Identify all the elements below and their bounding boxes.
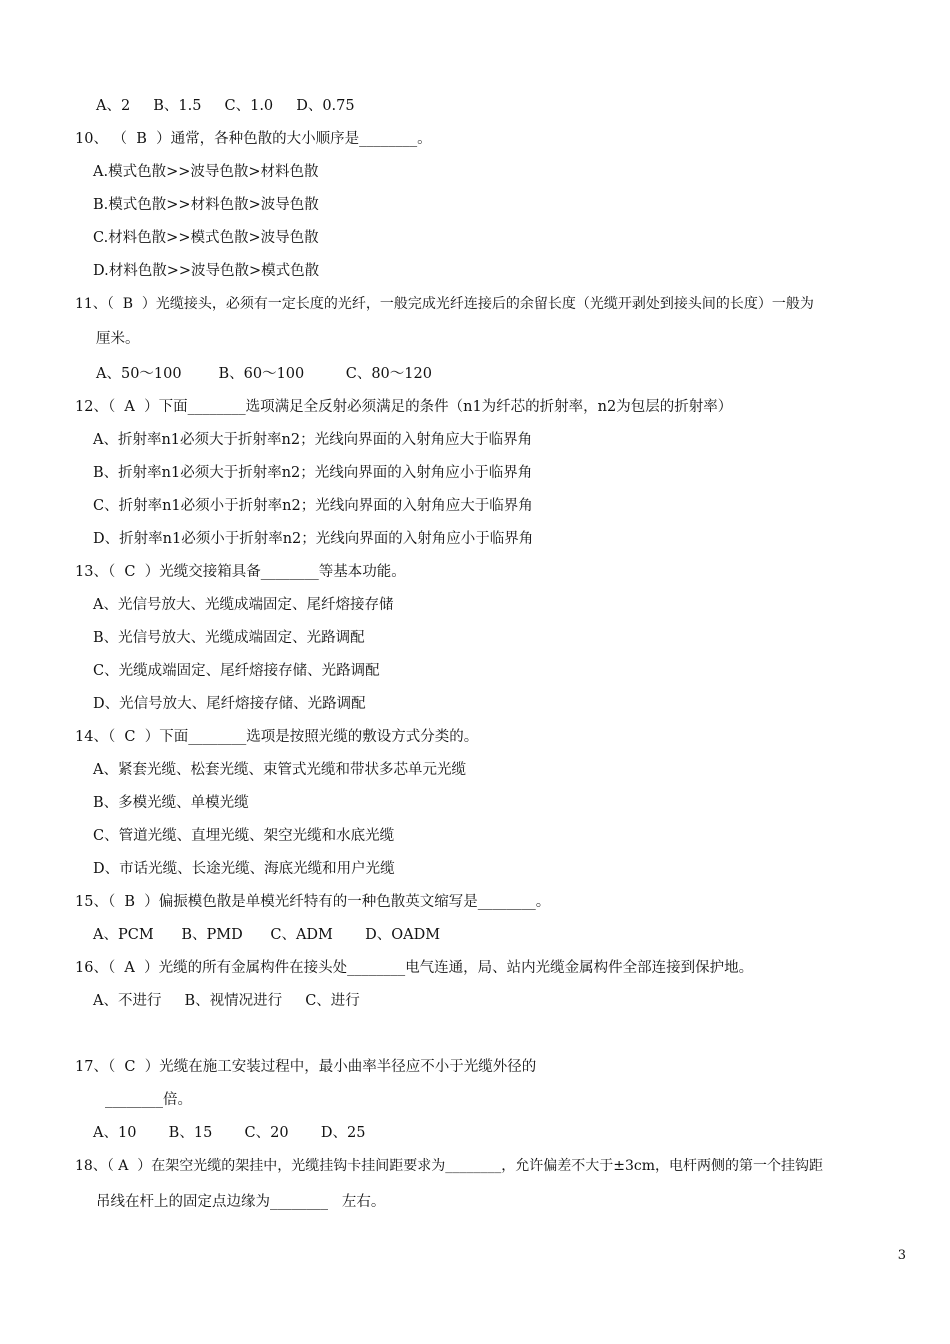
q16-options: A、不进行 B、视情况进行 C、进行	[93, 993, 360, 1009]
q11-question: 11、（ B ）光缆接头，必须有一定长度的光纤，一般完成光纤连接后的余留长度（光缆开剥处到接头间的长度）一般为	[75, 296, 814, 312]
q10-option-b: B.模式色散>>材料色散>波导色散	[93, 197, 319, 213]
q16-question: 16、（ A ）光缆的所有金属构件在接头处________电气连通，局、站内光缆金属构件全部连接到保护地。	[75, 960, 754, 976]
q12-option-b: B、折射率n1必须大于折射率n2；光线向界面的入射角应小于临界角	[93, 465, 533, 481]
q12-option-c: C、折射率n1必须小于折射率n2；光线向界面的入射角应大于临界角	[93, 498, 533, 514]
q14-option-c: C、管道光缆、直埋光缆、架空光缆和水底光缆	[93, 828, 395, 844]
q13-option-d: D、光信号放大、尾纤熔接存储、光路调配	[93, 696, 366, 712]
q10-question: 10、 （ B ）通常，各种色散的大小顺序是________。	[75, 131, 432, 147]
q11-options: A、50～100 B、60～100 C、80～120	[96, 366, 432, 382]
q12-option-a: A、折射率n1必须大于折射率n2；光线向界面的入射角应大于临界角	[93, 432, 533, 448]
q13-option-a: A、光信号放大、光缆成端固定、尾纤熔接存储	[93, 597, 394, 613]
q18-question-cont: 吊线在杆上的固定点边缘为________ 左右。	[96, 1194, 386, 1210]
q13-option-c: C、光缆成端固定、尾纤熔接存储、光路调配	[93, 663, 380, 679]
q15-options: A、PCM B、PMD C、ADM D、OADM	[93, 927, 441, 943]
q17-question-cont: ________倍。	[105, 1092, 192, 1108]
q17-question: 17、（ C ）光缆在施工安装过程中，最小曲率半径应不小于光缆外径的	[75, 1059, 537, 1075]
q9-options: A、2 B、1.5 C、1.0 D、0.75	[96, 98, 355, 114]
q15-question: 15、（ B ）偏振模色散是单模光纤特有的一种色散英文缩写是________。	[75, 894, 551, 910]
q14-option-a: A、紧套光缆、松套光缆、束管式光缆和带状多芯单元光缆	[93, 762, 466, 778]
q14-question: 14、（ C ）下面________选项是按照光缆的敷设方式分类的。	[75, 729, 479, 745]
q10-option-d: D.材料色散>>波导色散>模式色散	[93, 263, 320, 279]
page-number: 3	[897, 1248, 906, 1263]
q12-question: 12、（ A ）下面________选项满足全反射必须满足的条件（n1为纤芯的折射率，n2为包层的折射率）	[75, 399, 733, 415]
q12-option-d: D、折射率n1必须小于折射率n2；光线向界面的入射角应小于临界角	[93, 531, 534, 547]
q14-option-b: B、多模光缆、单模光缆	[93, 795, 249, 811]
q17-options: A、10 B、15 C、20 D、25	[93, 1125, 366, 1141]
q18-question: 18、（ A ）在架空光缆的架挂中，光缆挂钩卡挂间距要求为________，允许偏差不大于±3cm，电杆两侧的第一个挂钩距	[75, 1158, 824, 1174]
q14-option-d: D、市话光缆、长途光缆、海底光缆和用户光缆	[93, 861, 395, 877]
q11-question-cont: 厘米。	[96, 331, 140, 347]
q10-option-c: C.材料色散>>模式色散>波导色散	[93, 230, 319, 246]
q13-question: 13、（ C ）光缆交接箱具备________等基本功能。	[75, 564, 406, 580]
q13-option-b: B、光信号放大、光缆成端固定、光路调配	[93, 630, 365, 646]
q10-option-a: A.模式色散>>波导色散>材料色散	[93, 164, 319, 180]
